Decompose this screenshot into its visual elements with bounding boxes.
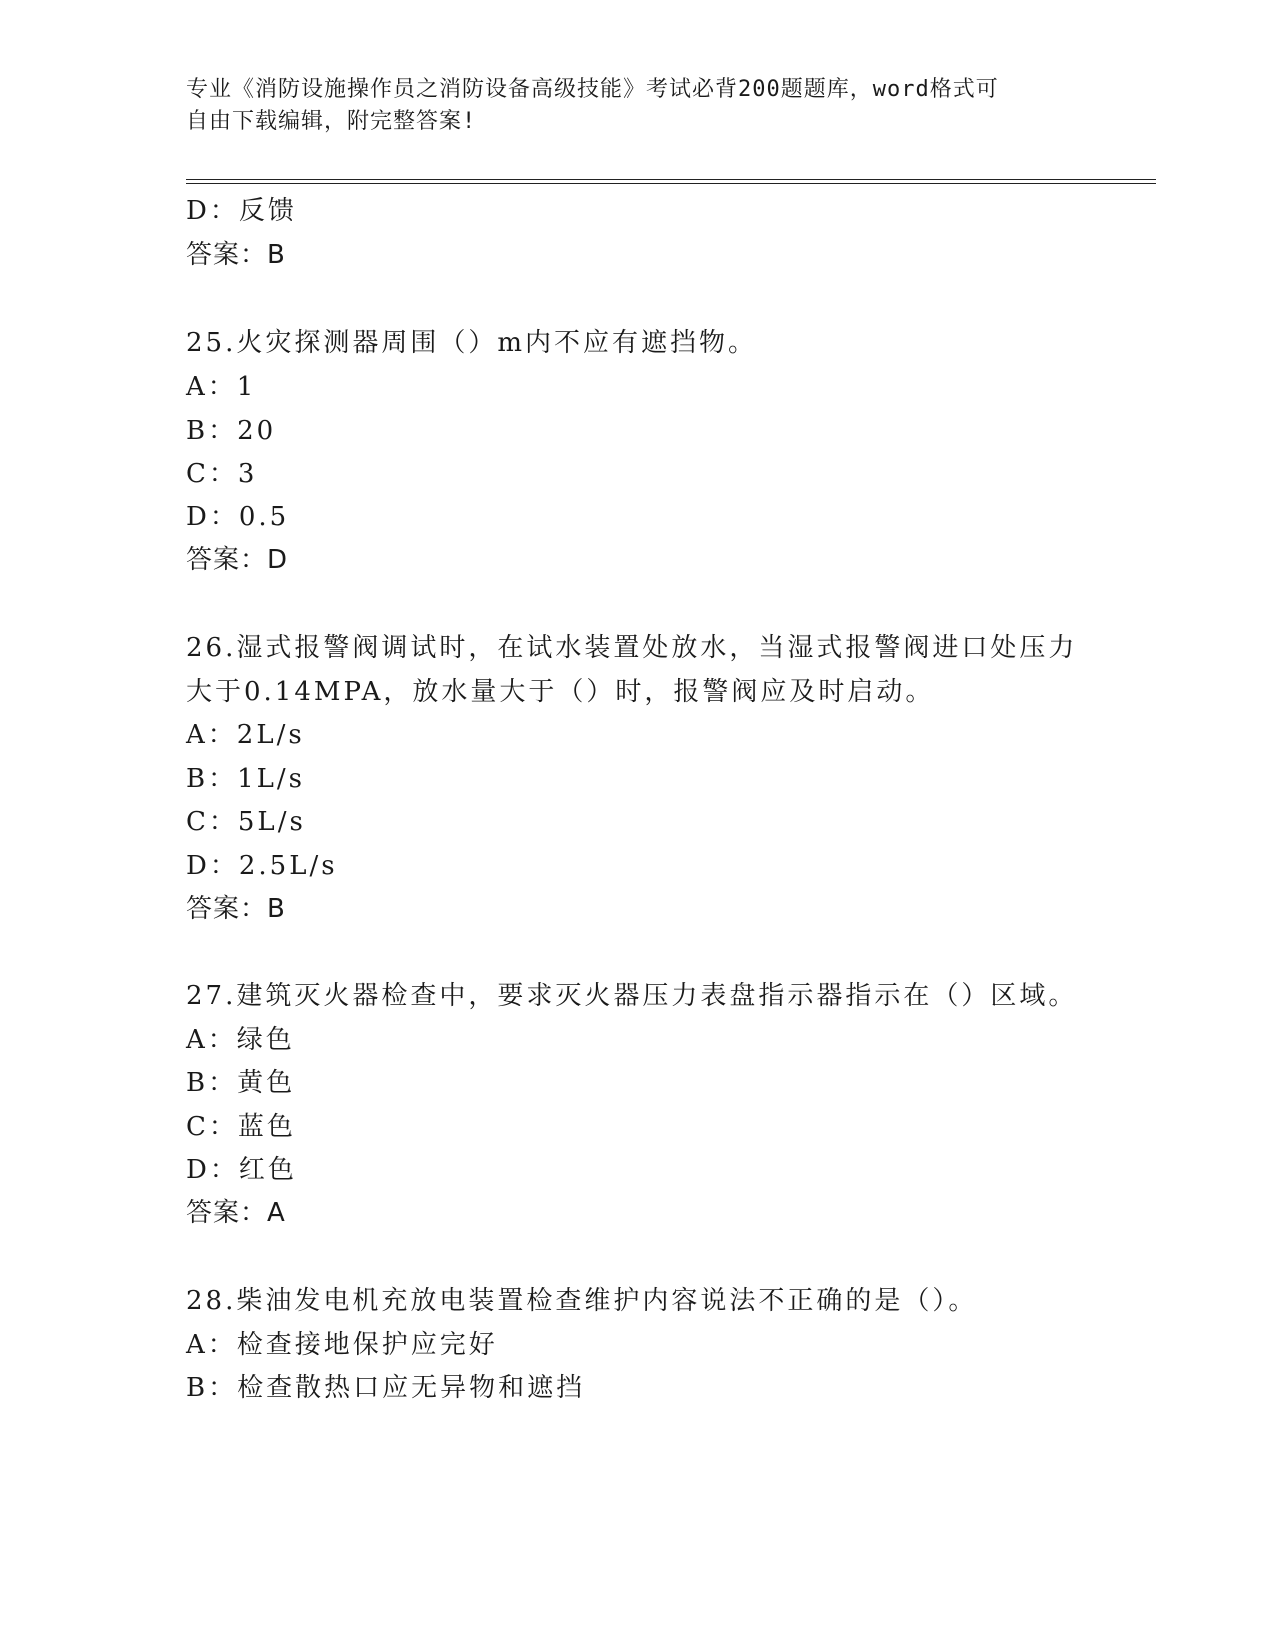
q25-answer: 答案：D — [186, 545, 289, 575]
q28-option-b: B：检查散热口应无异物和遮挡 — [186, 1373, 586, 1403]
q27-answer: 答案：A — [186, 1198, 286, 1228]
document-header — [186, 74, 1086, 138]
q26-stem-line-2: 大于0.14MPA，放水量大于（）时，报警阀应及时启动。 — [186, 677, 935, 707]
q25-option-b: B：20 — [186, 416, 277, 446]
header-divider-top — [186, 179, 1156, 180]
prev-answer: 答案：B — [186, 240, 286, 270]
q25-option-d: D：0.5 — [186, 502, 290, 532]
q26-option-d: D：2.5L/s — [186, 851, 338, 881]
header-line-2: 自由下载编辑，附完整答案! — [186, 109, 477, 134]
q26-option-a: A：2L/s — [186, 720, 305, 750]
q25-option-a: A：1 — [186, 372, 257, 402]
q26-option-b: B：1L/s — [186, 764, 306, 794]
q25-option-c: C：3 — [186, 459, 258, 489]
header-line-1: 专业《消防设施操作员之消防设备高级技能》考试必背200题题库，word格式可 — [186, 77, 999, 102]
q28-option-a: A：检查接地保护应完好 — [186, 1330, 498, 1360]
q27-option-a: A：绿色 — [186, 1025, 295, 1055]
q28-stem: 28.柴油发电机充放电装置检查维护内容说法不正确的是（）。 — [186, 1286, 978, 1316]
q27-option-b: B：黄色 — [186, 1068, 296, 1098]
prev-option-d: D：反馈 — [186, 196, 297, 226]
q27-stem: 27.建筑灭火器检查中，要求灭火器压力表盘指示器指示在（）区域。 — [186, 981, 1078, 1011]
q27-option-d: D：红色 — [186, 1155, 297, 1185]
header-divider-bottom — [186, 183, 1156, 184]
q26-stem-line-1: 26.湿式报警阀调试时，在试水装置处放水，当湿式报警阀进口处压力 — [186, 633, 1078, 663]
q27-option-c: C：蓝色 — [186, 1112, 296, 1142]
q25-stem: 25.火灾探测器周围（）m内不应有遮挡物。 — [186, 328, 758, 358]
q26-option-c: C：5L/s — [186, 807, 306, 837]
q26-answer: 答案：B — [186, 894, 286, 924]
